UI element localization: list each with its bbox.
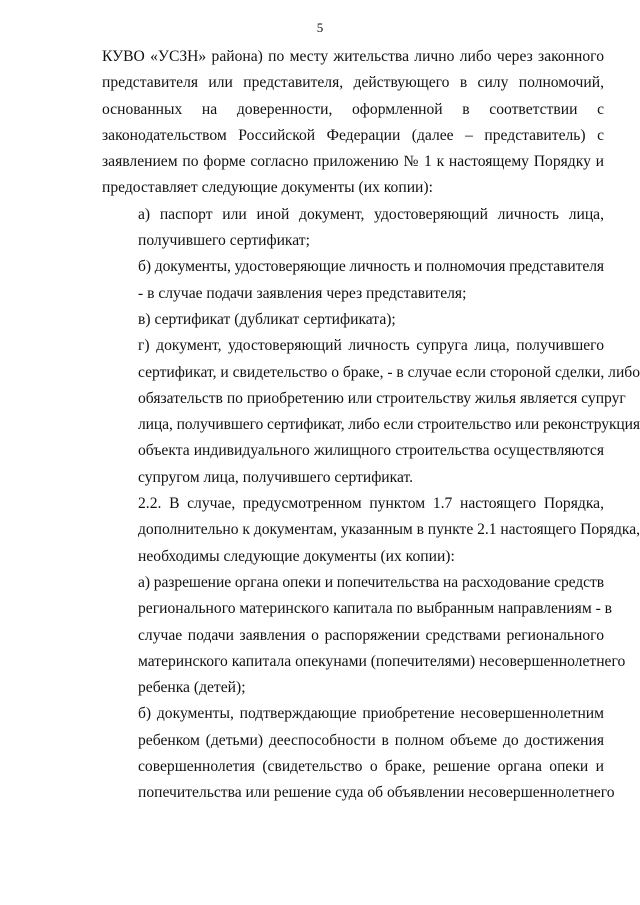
text-line: КУВО «УСЗН» района) по месту жительства лично либо через законного [102,48,604,65]
text-line: б) документы, подтверждающие приобретение несовершеннолетним [138,705,604,723]
text-line: основанных на доверенности, оформленной в соответствии с [102,100,604,118]
paragraph [102,570,626,701]
paragraph [102,254,604,307]
text-line: сертификат, и свидетельство о браке, - в случае если стороной сделки, либо [138,363,640,381]
text-line: получившего сертификат; [138,232,310,250]
text-line: заявлением по форме согласно приложению № 1 к настоящему Порядку и [102,153,604,171]
paragraph [102,491,640,570]
text-line: ребенком (детьми) дееспособности в полном объеме до достижения [138,731,604,749]
text-line: необходимы следующие документы (их копии): [138,547,455,565]
text-line: обязательств по приобретению или строительству жилья является супруг [138,389,626,407]
text-line: законодательством Российской Федерации (далее – представитель) с [102,126,604,144]
paragraph [102,333,640,491]
text-line: а) разрешение органа опеки и попечительства на расходование средств [138,573,604,591]
text-line: дополнительно к документам, указанным в пункте 2.1 настоящего Порядка, [138,521,640,539]
text-line: в) сертификат (дубликат сертификата); [138,310,396,328]
text-line: - в случае подачи заявления через представителя; [138,284,467,302]
page-number: 5 [316,20,324,35]
paragraph [102,44,604,202]
text-line: представителя или представителя, действующего в силу полномочий, [102,74,604,92]
text-line: лица, получившего сертификат, либо если строительство или реконструкция [138,416,640,434]
text-line: регионального материнского капитала по выбранным направлениям - в [138,600,613,618]
paragraph [102,202,604,255]
text-line: а) паспорт или иной документ, удостоверяющий личность лица, [138,205,604,223]
text-line: супругом лица, получившего сертификат. [138,468,414,486]
text-line: объекта индивидуального жилищного строительства осуществляются [138,442,604,460]
text-line: ребенка (детей); [138,679,246,697]
text-line: случае подачи заявления о распоряжении средствами регионального [138,626,604,644]
text-line: г) документ, удостоверяющий личность супруга лица, получившего [138,337,604,355]
document-body [102,44,640,807]
paragraph [102,307,604,333]
text-line: б) документы, удостоверяющие личность и полномочия представителя [138,258,604,276]
text-line: 2.2. В случае, предусмотренном пунктом 1.7 настоящего Порядка, [138,495,604,513]
text-line: материнского капитала опекунами (попечителями) несовершеннолетнего [138,652,626,670]
text-line: попечительства или решение суда об объявлении несовершеннолетнего [138,784,615,802]
paragraph [102,701,615,806]
text-line: совершеннолетия (свидетельство о браке, решение органа опеки и [138,758,604,776]
text-line: предоставляет следующие документы (их копии): [102,179,433,197]
